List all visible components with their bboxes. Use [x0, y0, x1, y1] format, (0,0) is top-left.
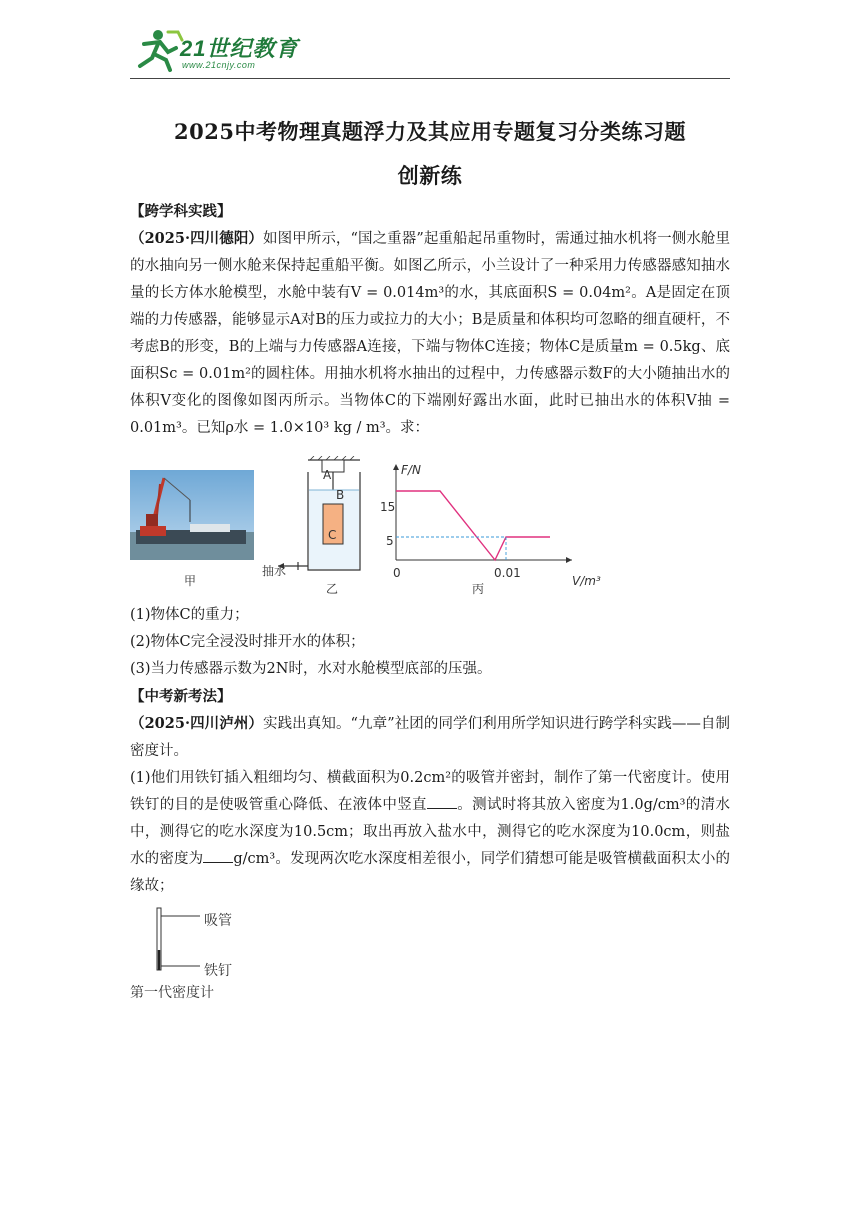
answer-blank[interactable]: [203, 848, 233, 863]
question-item: (1)物体C的重力；: [130, 607, 249, 623]
label-b: B: [336, 488, 345, 502]
problem-intro: 实践出真知。“九章”社团的同学们利用所学知识进行跨学科实践——自制密度计。: [130, 716, 731, 759]
question-text: g/cm³。发现两次吃水深度相差很小，同学们猜想可能是吸管横截面积太小的缘故；: [130, 851, 730, 894]
page-subtitle: 创新练: [397, 163, 463, 188]
y-axis-arrow-icon: [393, 464, 399, 470]
density-meter-diagram: [130, 906, 270, 986]
density-meter-figure: [130, 906, 730, 1002]
problem-1-questions: [130, 602, 730, 683]
problem-1-figure: [130, 456, 730, 596]
question-item: (3)当力传感器示数为2N时，水对水舱模型底部的压强。: [130, 661, 492, 677]
problem-1-text: [130, 225, 730, 442]
page-title: 2025中考物理真题浮力及其应用专题复习分类练习题: [174, 119, 686, 144]
tick-label-5: 5: [386, 534, 394, 548]
caption-jia: 甲: [184, 574, 197, 588]
section-heading: 【中考新考法】: [130, 688, 232, 705]
question-item: (2)物体C完全浸没时排开水的体积；: [130, 634, 365, 650]
problem-source: （2025·四川德阳）: [130, 230, 263, 247]
x-axis-arrow-icon: [566, 557, 572, 563]
pump-label: 抽水: [262, 564, 287, 578]
tick-label-15: 15: [380, 500, 396, 514]
tick-label-001: 0.01: [494, 566, 521, 580]
logo-text: 21世纪教育: [180, 36, 299, 61]
caption-bing: 丙: [472, 582, 485, 596]
graph-y-label: F/N: [401, 463, 421, 477]
series-line: [396, 491, 550, 560]
label-straw: 吸管: [204, 913, 232, 929]
question-text: (1)他们用铁钉插入粗细均匀、横截面积为0.2cm²的吸管并密封，制作了第一代密度计。使用铁钉的目的是使吸管重心降低、在液体中竖直: [130, 770, 730, 813]
question-text: 。测试时将其放入密度为1.0g/cm³的清水中，测得它的吃水深度为10.5cm；取出再放入盐水中，测得它的吃水深度为10.0cm，则盐水的密度为: [130, 797, 730, 867]
label-nail: 铁钉: [204, 963, 232, 979]
problem-source: （2025·四川泸州）: [130, 715, 264, 732]
section-heading: 【跨学科实践】: [130, 203, 232, 220]
problem-body: 如图甲所示，“国之重器”起重船起吊重物时，需通过抽水机将一侧水舱里的水抽向另一侧水舱来保持起重船平衡。如图乙所示，小兰设计了一种采用力传感器感知抽水量的长方体水舱模型，水舱中装有V = 0.014m³的水，其底面积S = 0.04m²。A是固定在顶端的力传感器，能够显示A对B的压力或拉力的大小；B是质量和体积均可忽略的细直硬杆，不考虑B的形变，B的上端与力传感器A连接，下端与物体C连接；物体C是质量m = 0.5kg、底面积Sc = 0.01m²的圆柱体。用抽水机将水抽出的过程中，力传感器示数F的大小随抽出水的体积V变化的图像如图丙所示。当物体C的下端刚好露出水面，此时已抽出水的体积V抽 = 0.01m³。已知ρ水 = 1.0×10³ kg / m³。求：: [130, 231, 731, 436]
label-c: C: [328, 528, 337, 542]
problem-2-text: [130, 710, 730, 765]
caption-yi: 乙: [326, 582, 339, 596]
crane-ship-photo: [130, 470, 254, 560]
page-header: [130, 26, 730, 78]
document-body: [130, 198, 730, 1002]
header-divider: [130, 78, 730, 79]
tick-label-0: 0: [393, 566, 401, 580]
graph-x-label: V/m³: [572, 574, 601, 588]
logo-url: www.21cnjy.com: [182, 60, 256, 70]
problem-2-question-1: [130, 765, 730, 900]
label-a: A: [323, 468, 332, 482]
figure-caption: 第一代密度计: [130, 985, 214, 1001]
answer-blank[interactable]: [427, 794, 457, 809]
